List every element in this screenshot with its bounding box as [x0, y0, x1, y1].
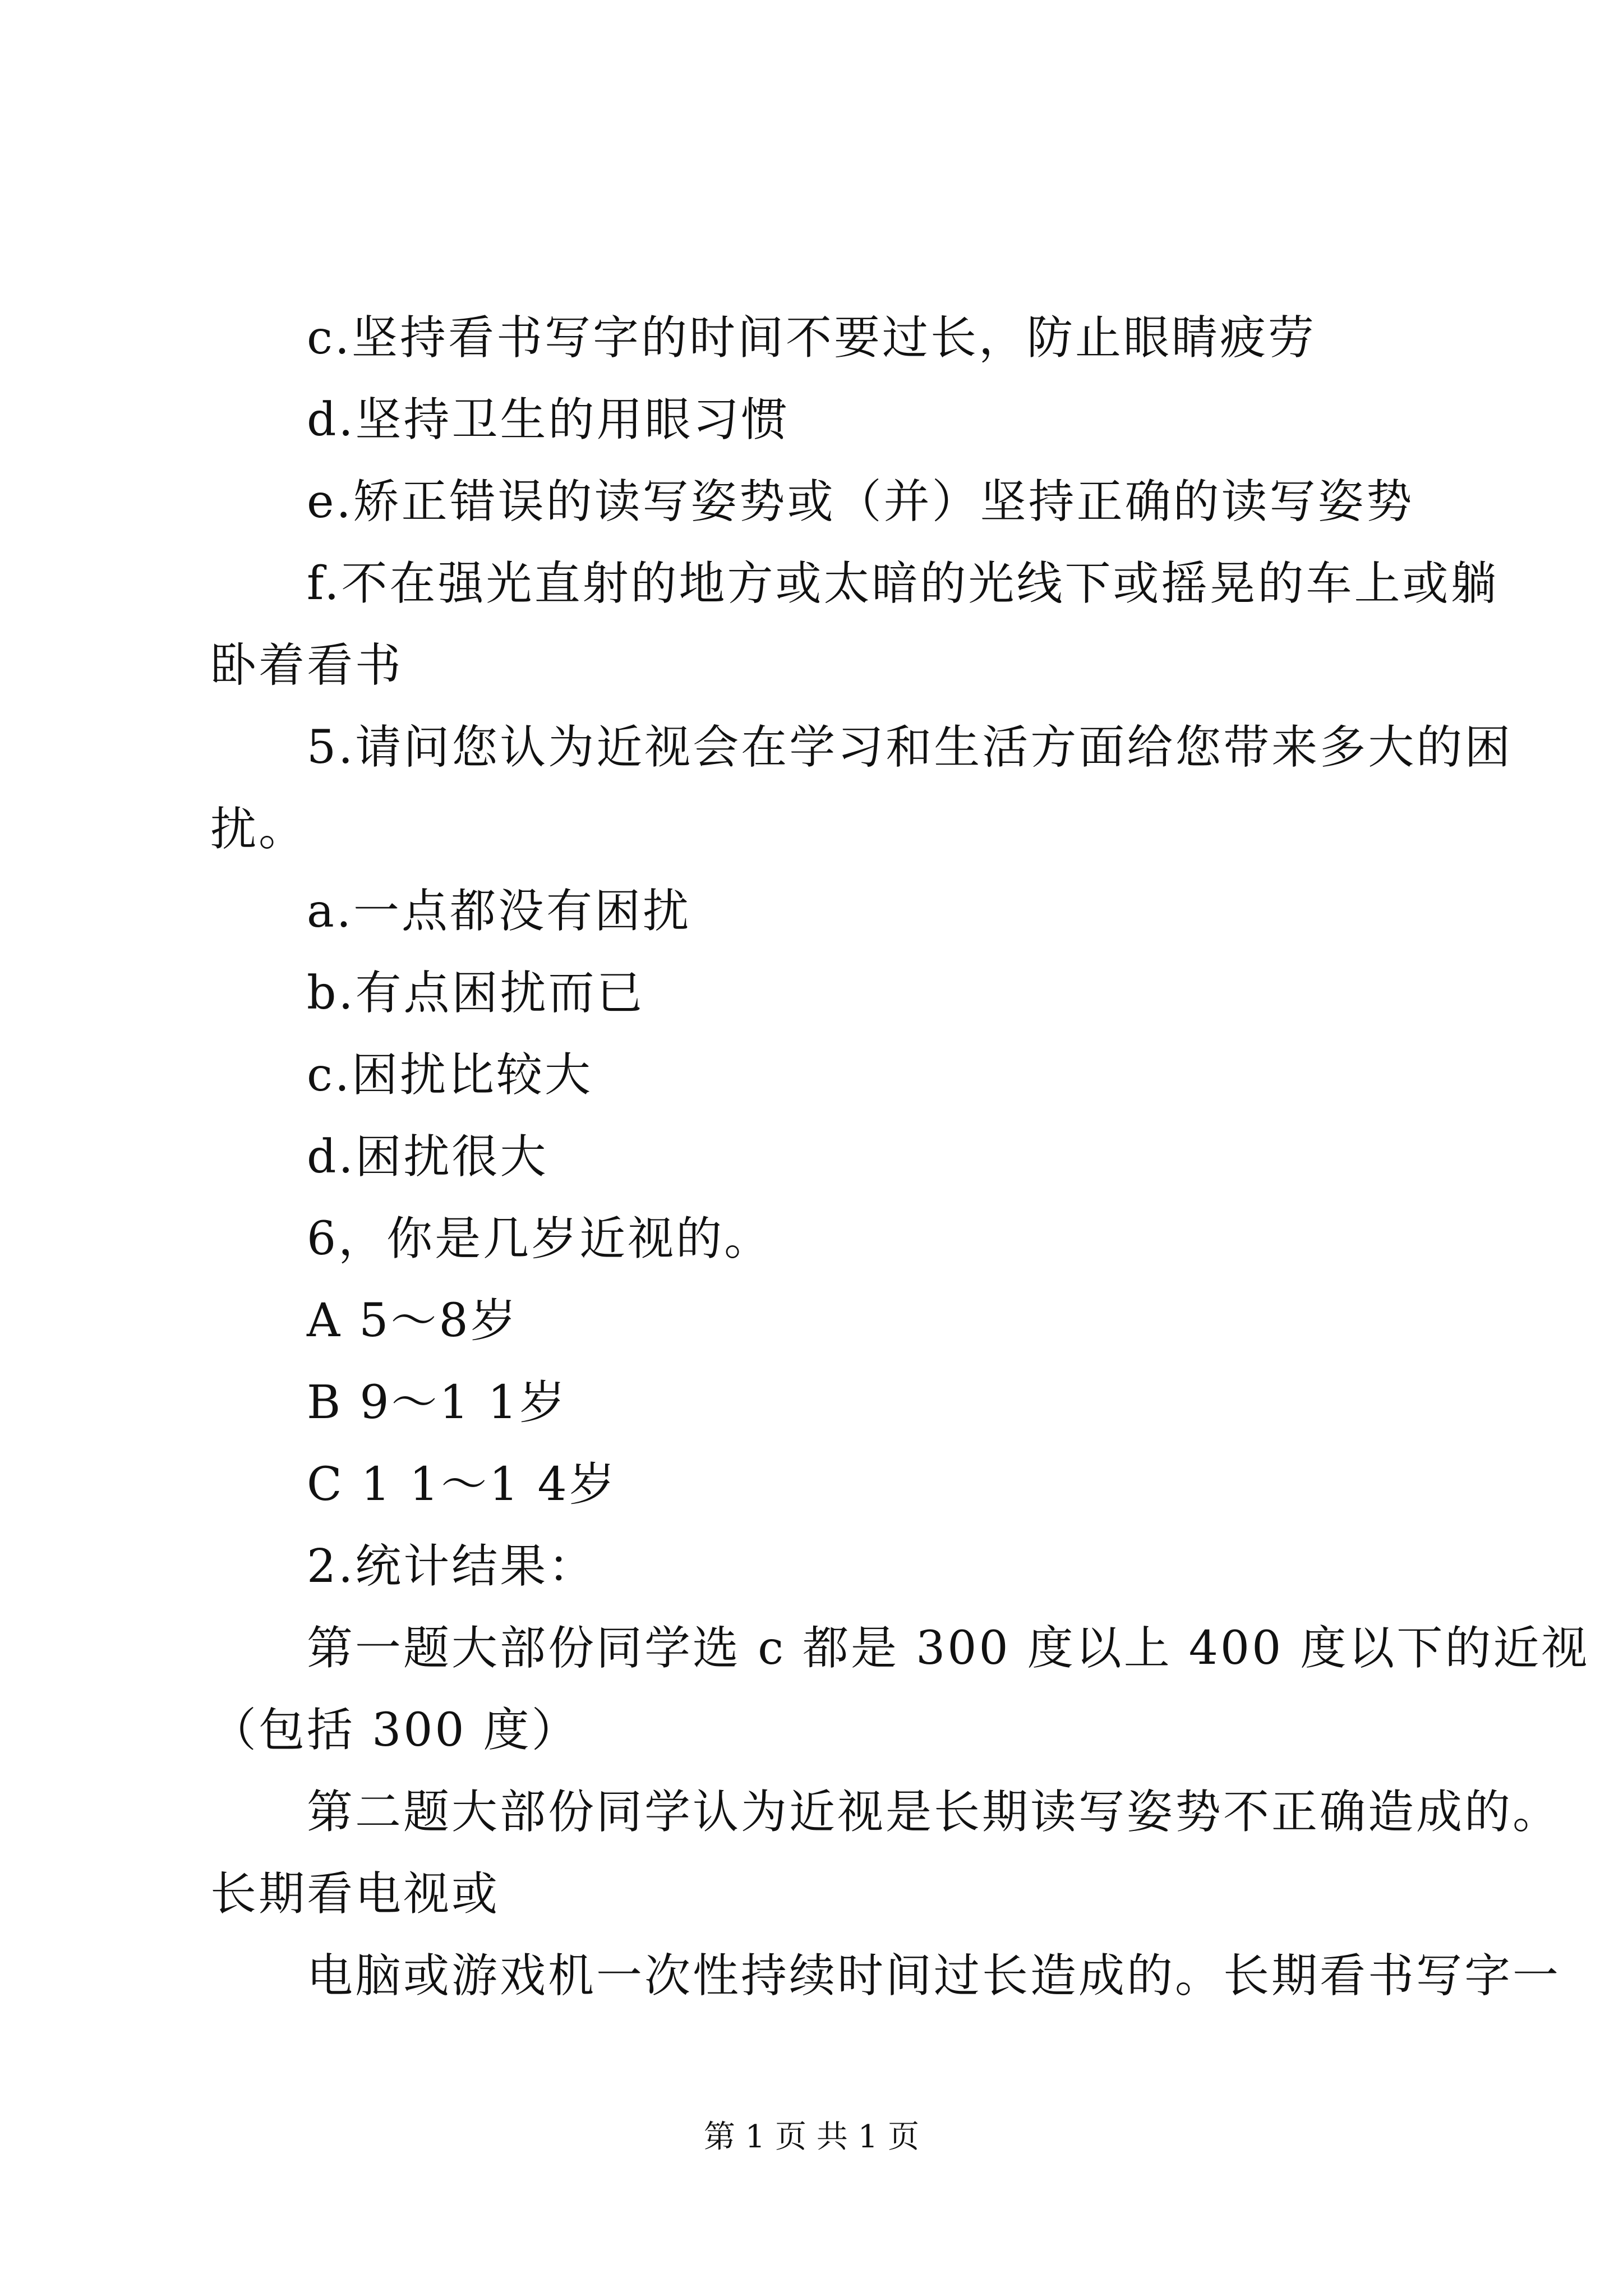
- text-line: f.不在强光直射的地方或太暗的光线下或摇晃的车上或躺: [307, 557, 1499, 610]
- text-line: 长期看电视或: [210, 1867, 500, 1921]
- answer-option: A 5～8岁: [307, 1294, 519, 1347]
- text-line: 第一题大部份同学选 c 都是 300 度以上 400 度以下的近视: [307, 1622, 1590, 1675]
- page-footer: 第 1 页 共 1 页: [703, 2119, 920, 2155]
- answer-option: d.困扰很大: [307, 1130, 548, 1184]
- text-line: c.坚持看书写字的时间不要过长，防止眼睛疲劳: [307, 311, 1316, 365]
- section-heading: 2.统计结果：: [307, 1540, 597, 1593]
- text-line: （包括 300 度）: [210, 1704, 580, 1757]
- answer-option: a.一点都没有困扰: [307, 885, 691, 938]
- answer-option: b.有点困扰而已: [307, 967, 645, 1020]
- answer-option: c.困扰比较大: [307, 1048, 593, 1102]
- text-line: 第二题大部份同学认为近视是长期读写姿势不正确造成的。: [307, 1786, 1561, 1839]
- question-heading: 6，你是几岁近视的。: [307, 1212, 773, 1266]
- answer-option: C 1 1～1 4岁: [307, 1458, 617, 1511]
- text-line: d.坚持卫生的用眼习惯: [307, 393, 790, 447]
- document-body: [210, 297, 1590, 2017]
- question-heading: 5.请问您认为近视会在学习和生活方面给您带来多大的困: [307, 721, 1513, 774]
- text-line: 卧着看书: [210, 639, 404, 692]
- text-line: 电脑或游戏机一次性持续时间过长造成的。长期看书写字一: [307, 1949, 1561, 2003]
- answer-option: B 9～1 1岁: [307, 1376, 568, 1429]
- text-line: 扰。: [210, 803, 307, 856]
- text-line: e.矫正错误的读写姿势或（并）坚持正确的读写姿势: [307, 475, 1414, 528]
